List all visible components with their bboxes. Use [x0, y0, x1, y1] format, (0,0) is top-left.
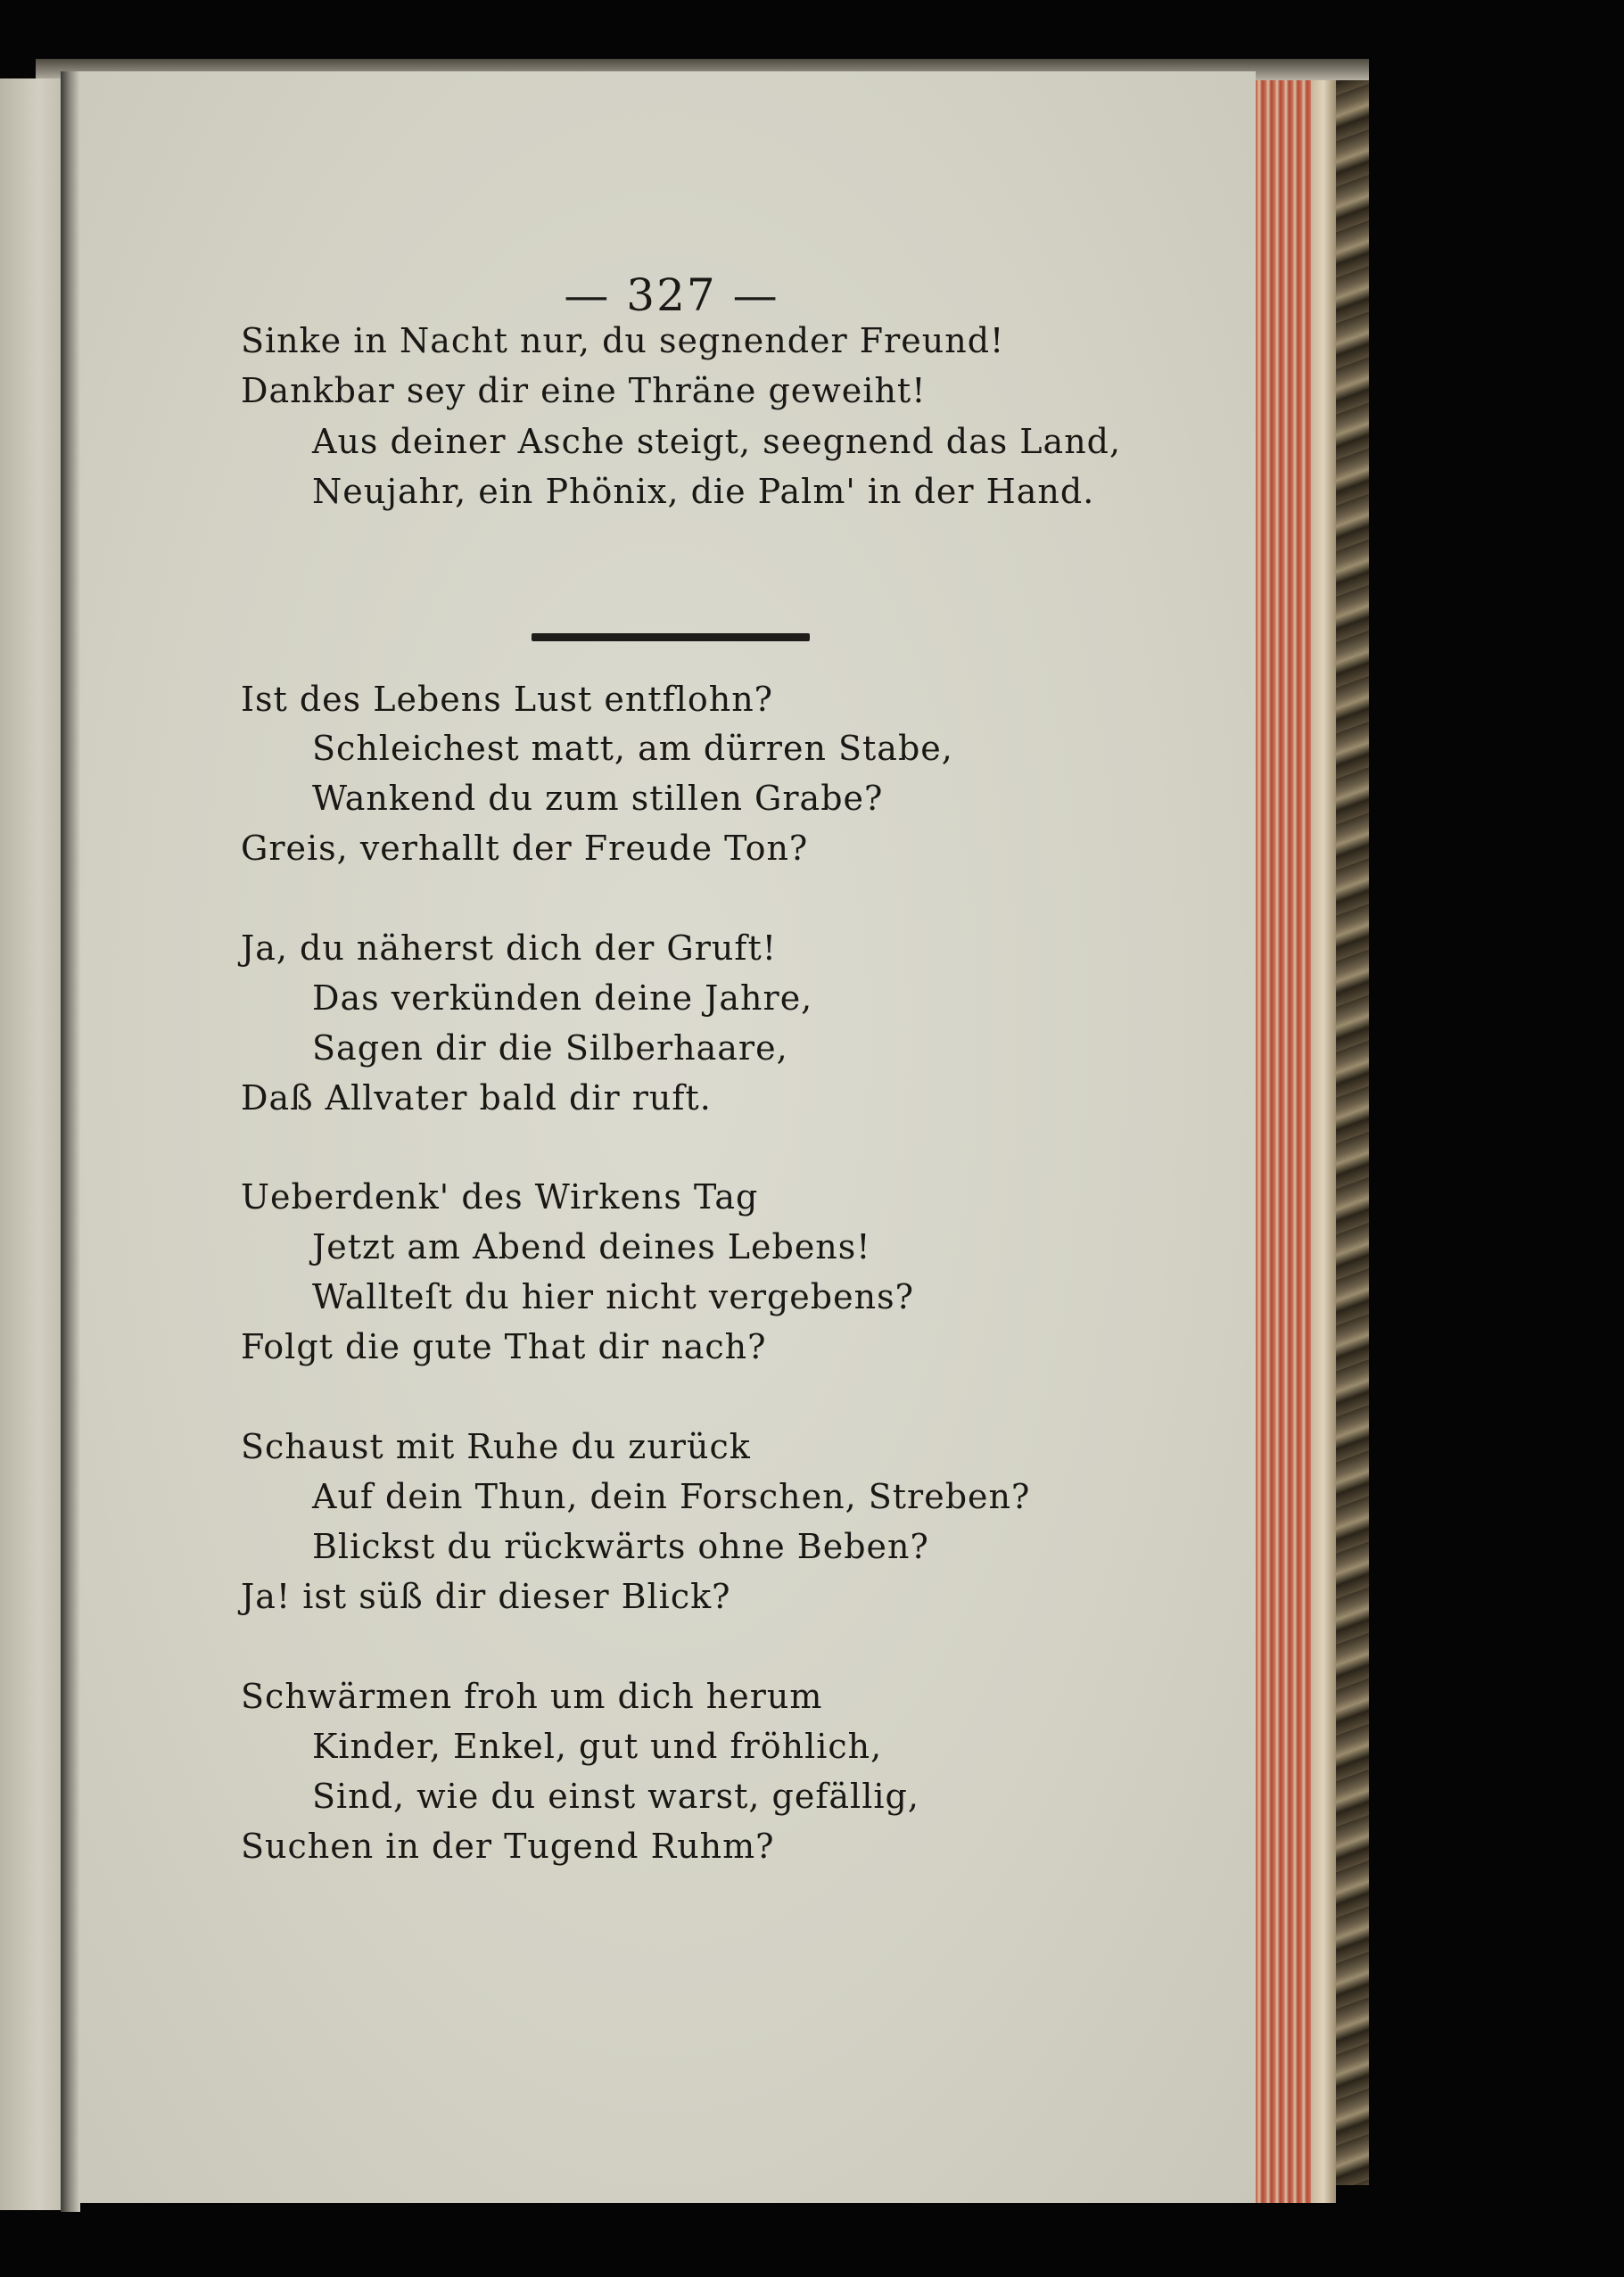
section-separator	[532, 633, 810, 641]
left-page-fragment	[0, 78, 70, 2210]
poem-line: Das verkünden deine Jahre,	[312, 978, 813, 1018]
poem-line: Sind, wie du einst warst, gefällig,	[312, 1777, 919, 1816]
page-number: — 327 —	[564, 269, 779, 321]
cover-edge	[1311, 80, 1336, 2203]
poem-line: Ist des Lebens Lust entflohn?	[241, 680, 774, 719]
book-page	[70, 71, 1256, 2203]
poem-line: Greis, verhallt der Freude Ton?	[241, 829, 809, 868]
poem-line: Ueberdenk' des Wirkens Tag	[241, 1177, 759, 1217]
poem-line: Auf dein Thun, dein Forschen, Streben?	[312, 1477, 1031, 1516]
poem-line: Daß Allvater bald dir ruft.	[241, 1078, 712, 1118]
poem-line: Ja, du näherst dich der Gruft!	[241, 928, 778, 968]
poem-line: Sinke in Nacht nur, du segnender Freund!	[241, 321, 1005, 360]
poem-line: Folgt die gute That dir nach?	[241, 1327, 767, 1366]
book-gutter	[61, 71, 80, 2212]
page-edges	[1253, 80, 1315, 2203]
poem-line: Schaust mit Ruhe du zurück	[241, 1427, 751, 1466]
poem-line: Wallteſt du hier nicht vergebens?	[312, 1277, 914, 1316]
poem-line: Dankbar sey dir eine Thräne geweiht!	[241, 371, 927, 410]
poem-line: Wankend du zum stillen Grabe?	[312, 779, 884, 818]
poem-line: Schleichest matt, am dürren Stabe,	[312, 729, 953, 768]
poem-line: Kinder, Enkel, gut und fröhlich,	[312, 1727, 883, 1766]
poem-line: Jetzt am Abend deines Lebens!	[312, 1227, 871, 1266]
poem-line: Blickst du rückwärts ohne Beben?	[312, 1527, 929, 1566]
poem-line: Neujahr, ein Phönix, die Palm' in der Hand.	[312, 472, 1095, 511]
poem-line: Aus deiner Asche steigt, seegnend das Land,	[312, 422, 1122, 461]
poem-line: Schwärmen froh um dich herum	[241, 1677, 823, 1716]
poem-line: Suchen in der Tugend Ruhm?	[241, 1827, 775, 1866]
poem-line: Sagen dir die Silberhaare,	[312, 1028, 788, 1068]
poem-line: Ja! ist süß dir dieser Blick?	[241, 1577, 731, 1616]
